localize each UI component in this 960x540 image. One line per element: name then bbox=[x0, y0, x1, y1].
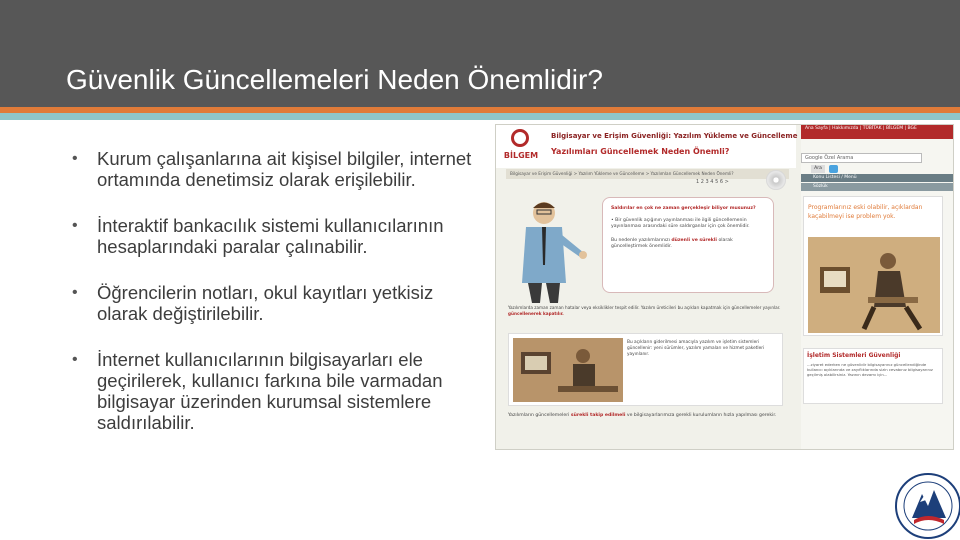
bullet-list bbox=[68, 148, 478, 458]
footer-paragraph: Yazılımların güncellemeleri sürekli takip edilmeli ve bilgisayarlarımıza gerekli kurulumların hızla yapılması gerekir. bbox=[508, 413, 777, 418]
bullet-dot-icon: • bbox=[72, 217, 78, 234]
bullet-dot-icon: • bbox=[72, 284, 78, 301]
search-button[interactable]: Ara bbox=[811, 165, 825, 173]
cd-icon bbox=[766, 170, 786, 190]
bullet-text: Kurum çalışanlarına ait kişisel bilgiler, internet ortamında denetimsiz olarak erişilebilir. bbox=[97, 148, 472, 190]
slide-title: Güvenlik Güncellemeleri Neden Önemlidir? bbox=[66, 64, 603, 95]
bullet-item bbox=[68, 282, 478, 324]
menu-topic-list[interactable]: Konu Listesi / Menü bbox=[801, 174, 954, 182]
info-panel bbox=[508, 333, 783, 406]
page-pager[interactable]: 1 2 3 4 5 6 > bbox=[696, 179, 729, 185]
bullet-dot-icon: • bbox=[72, 150, 78, 167]
man-illustration bbox=[508, 195, 588, 305]
bullet-item bbox=[68, 349, 478, 433]
site-subheading: Yazılımları Güncellemek Neden Önemli? bbox=[551, 147, 730, 156]
university-seal-logo bbox=[890, 466, 960, 540]
promo-panel bbox=[803, 196, 943, 336]
body-paragraph: Yazılımlarda zaman zaman hatalar veya eksiklikler tespit edilir. Yazılım üreticileri bu açıkları kapatmak için güncellemeler yayınlar. güncellenerek kapatılır. bbox=[508, 305, 781, 316]
office-illustration bbox=[513, 338, 623, 402]
accent-stripe-teal bbox=[0, 113, 960, 120]
promo-text: Programlarınız eski olabilir, açıklardan kaçabilmeyi ise problem yok. bbox=[808, 204, 923, 220]
info-panel-text: Bu açıkların giderilmesi amacıyla yazılım ve işletim sistemleri güncellenir: yeni sürümler, yazılım yamaları ve hizmet paketleri yayınlanır. bbox=[627, 340, 765, 357]
logo-text: BİLGEM bbox=[503, 151, 539, 160]
bullet-text: İnteraktif bankacılık sistemi kullanıcılarının hesaplarındaki paralar çalınabilir. bbox=[97, 215, 444, 257]
promo-illustration bbox=[808, 237, 940, 333]
bilgem-logo-icon bbox=[511, 129, 529, 147]
speech-bullet: • Bir güvenlik açığının yayınlanması ile ilgili güncellemenin yayınlanması arasındaki süre saldırganlar için çok önemlidir. bbox=[611, 218, 750, 229]
twitter-icon[interactable] bbox=[829, 165, 838, 173]
site-heading: Bilgisayar ve Erişim Güvenliği: Yazılım Yükleme ve Güncelleme bbox=[551, 132, 798, 140]
speech-question: Saldırılar en çok ne zaman gerçekleşir biliyor musunuz? bbox=[611, 206, 756, 211]
site-header bbox=[496, 125, 796, 168]
title-bar bbox=[0, 0, 960, 107]
os-security-title[interactable]: İşletim Sistemleri Güvenliği bbox=[807, 352, 901, 359]
bullet-item bbox=[68, 148, 478, 190]
bullet-text: İnternet kullanıcılarının bilgisayarları ele geçirilerek, kullanıcı farkına bile varmadan bilgisayar üzerinden kurumsal sistemlere saldırılabilir. bbox=[97, 349, 443, 433]
bullet-item bbox=[68, 215, 478, 257]
menu-glossary[interactable]: Sözlük bbox=[801, 183, 954, 191]
bullet-dot-icon: • bbox=[72, 351, 78, 368]
bilgem-logo bbox=[503, 129, 538, 163]
site-topnav[interactable]: Ana Sayfa | Hakkımızda | TÜBİTAK | BİLGEM | BGE bbox=[801, 125, 954, 139]
os-security-panel bbox=[803, 348, 943, 404]
search-input[interactable]: Google Özel Arama bbox=[801, 153, 922, 163]
breadcrumb[interactable]: Bilgisayar ve Erişim Güvenliği > Yazılım Yükleme ve Güncelleme > Yazılımları Güncellemek Neden Önemli? bbox=[506, 169, 789, 179]
os-security-text: ...ziyaret ederken ne güvenlidir bilgisayarınız güncellendiğinde kullanıcı açıklarında ve zayıflıklarında sizin cevabınız bilgisayarınız geçilmiş olabilirsiniz. Yazının devamı için... bbox=[807, 362, 933, 378]
bullet-text: Öğrencilerin notları, okul kayıtları yetkisiz olarak değiştirilebilir. bbox=[97, 282, 434, 324]
embedded-website-screenshot bbox=[495, 124, 954, 450]
speech-bubble bbox=[602, 197, 774, 293]
speech-conclusion: Bu nedenle yazılımlarınızı düzenli ve sürekli olarak güncelleştirmek önemlidir. bbox=[611, 238, 733, 249]
